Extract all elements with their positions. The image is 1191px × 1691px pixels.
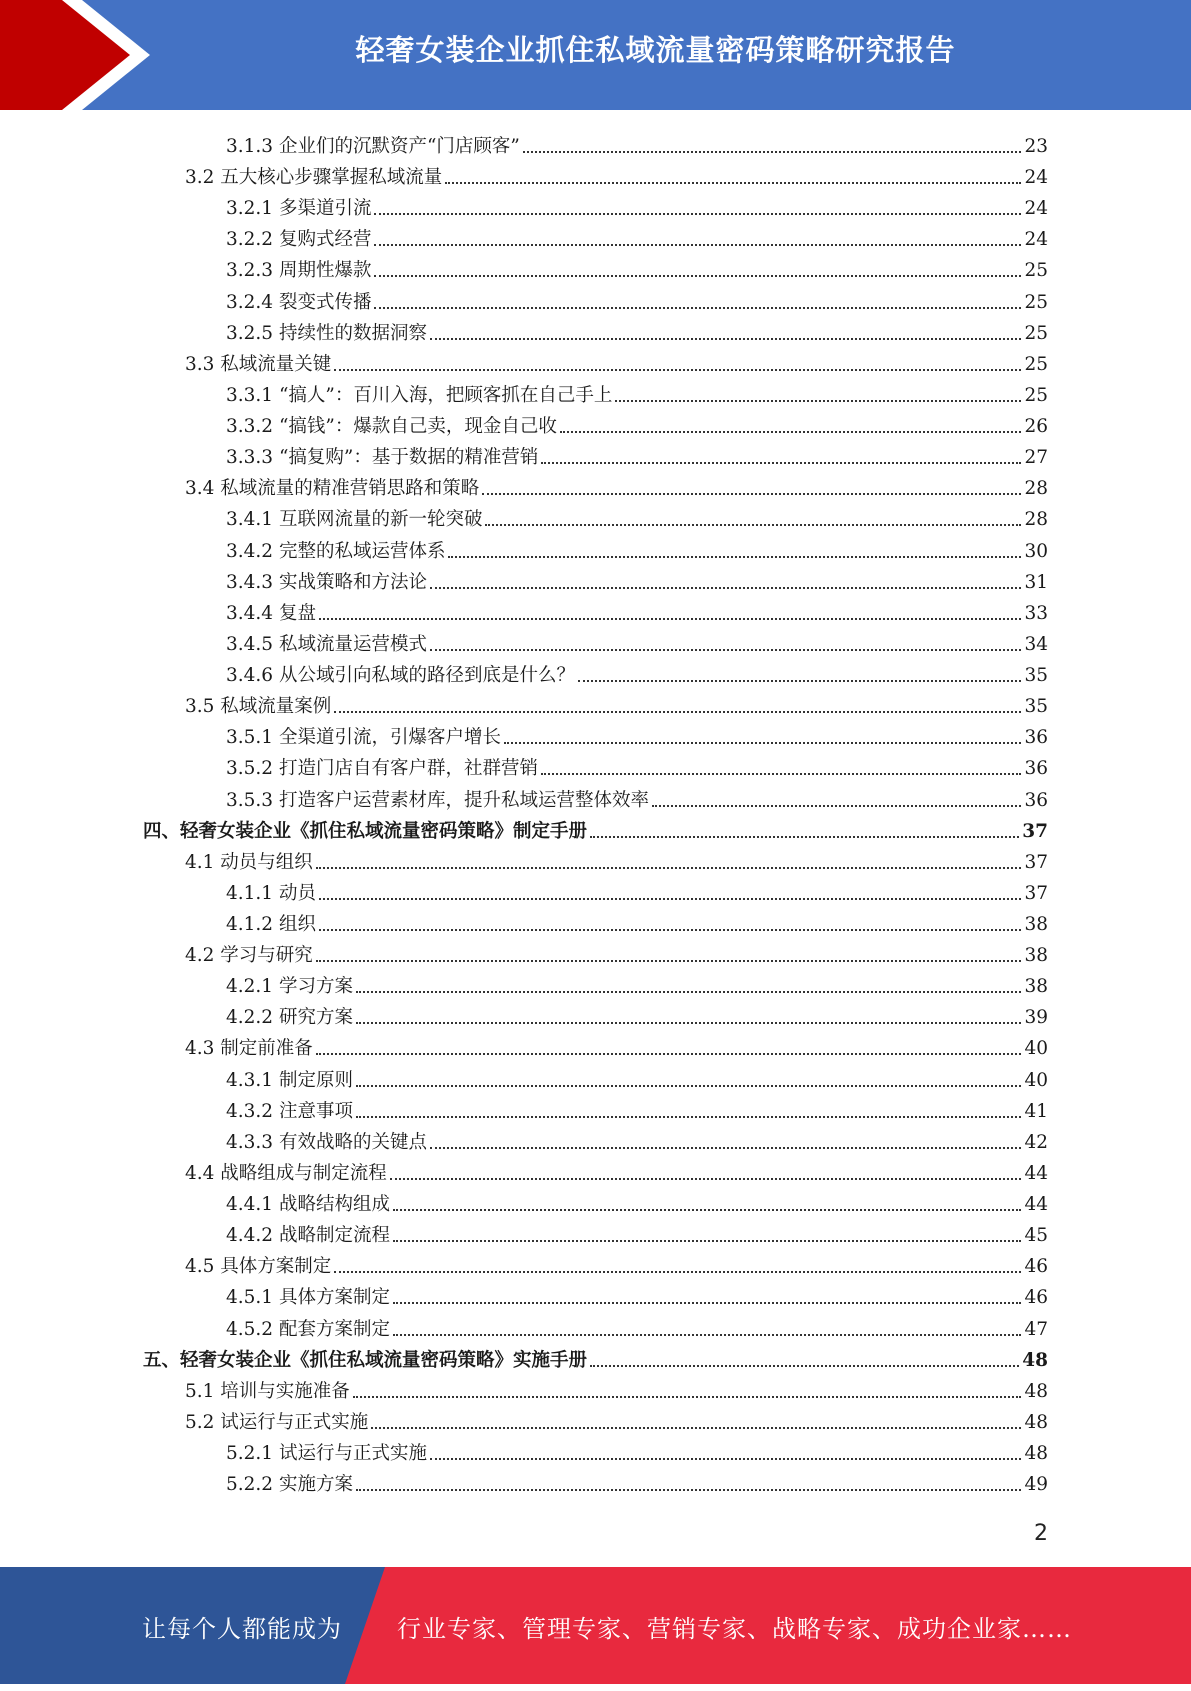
toc-dot-leader	[356, 1116, 1022, 1118]
toc-entry-label: 4.4.2 战略制定流程	[226, 1225, 390, 1247]
toc-entry[interactable]	[185, 1248, 1048, 1279]
toc-entry-label: 3.2.1 多渠道引流	[226, 198, 372, 220]
toc-entry-label: 3.4.1 互联网流量的新一轮突破	[226, 509, 483, 531]
toc-entry[interactable]	[185, 1030, 1048, 1061]
toc-dot-leader	[541, 773, 1021, 775]
toc-entry-label: 4.5 具体方案制定	[185, 1256, 332, 1278]
toc-entry[interactable]	[185, 688, 1048, 719]
toc-dot-leader	[430, 1458, 1021, 1460]
toc-entry-label: 4.3.1 制定原则	[226, 1069, 353, 1091]
toc-dot-leader	[353, 1396, 1022, 1398]
toc-entry[interactable]	[226, 657, 1048, 688]
toc-entry-label: 4.4 战略组成与制定流程	[185, 1162, 387, 1184]
toc-entry-page: 37	[1024, 882, 1048, 904]
toc-entry-label: 4.3.2 注意事项	[226, 1100, 353, 1122]
toc-entry-page: 49	[1024, 1474, 1048, 1496]
toc-dot-leader	[393, 1334, 1021, 1336]
toc-entry-page: 44	[1024, 1162, 1048, 1184]
toc-entry-page: 36	[1024, 789, 1048, 811]
toc-entry-label: 5.2 试运行与正式实施	[185, 1411, 369, 1433]
toc-entry-label: 3.5 私域流量案例	[185, 696, 332, 718]
toc-dot-leader	[430, 1147, 1021, 1149]
toc-entry-label: 4.1.1 动员	[226, 882, 316, 904]
toc-entry[interactable]	[226, 1186, 1048, 1217]
toc-entry[interactable]	[226, 439, 1048, 470]
toc-dot-leader	[393, 1302, 1021, 1304]
toc-entry-page: 46	[1024, 1256, 1048, 1278]
toc-entry[interactable]	[185, 470, 1048, 501]
toc-dot-leader	[541, 462, 1021, 464]
toc-dot-leader	[578, 680, 1021, 682]
toc-dot-leader	[560, 431, 1022, 433]
toc-entry[interactable]	[226, 1093, 1048, 1124]
toc-dot-leader	[390, 1178, 1022, 1180]
toc-entry-label: 3.2.4 裂变式传播	[226, 291, 372, 313]
toc-entry-label: 3.4.2 完整的私域运营体系	[226, 540, 446, 562]
toc-entry-page: 47	[1024, 1318, 1048, 1340]
toc-entry[interactable]	[226, 533, 1048, 564]
toc-entry[interactable]	[185, 1155, 1048, 1186]
toc-entry-label: 4.2.2 研究方案	[226, 1007, 353, 1029]
toc-entry-page: 25	[1024, 353, 1048, 375]
toc-dot-leader	[371, 1427, 1021, 1429]
toc-entry-page: 28	[1024, 509, 1048, 531]
toc-entry-label: 3.4.4 复盘	[226, 602, 316, 624]
toc-entry-page: 38	[1024, 976, 1048, 998]
report-title: 轻奢女装企业抓住私域流量密码策略研究报告	[355, 33, 956, 67]
toc-entry[interactable]	[226, 875, 1048, 906]
toc-entry[interactable]	[185, 844, 1048, 875]
toc-entry-label: 3.4.6 从公域引向私域的路径到底是什么？	[226, 665, 575, 687]
toc-dot-leader	[430, 587, 1021, 589]
toc-entry-label: 3.5.1 全渠道引流，引爆客户增长	[226, 727, 501, 749]
footer-slogan-left: 让每个人都能成为	[142, 1615, 342, 1643]
toc-dot-leader	[393, 1240, 1021, 1242]
toc-entry[interactable]	[226, 782, 1048, 813]
toc-entry[interactable]	[226, 1466, 1048, 1497]
toc-dot-leader	[316, 1053, 1022, 1055]
toc-entry-page: 46	[1024, 1287, 1048, 1309]
toc-dot-leader	[482, 493, 1021, 495]
page-number: 2	[1034, 1521, 1048, 1546]
toc-entry-page: 40	[1024, 1069, 1048, 1091]
toc-entry[interactable]	[185, 1373, 1048, 1404]
toc-dot-leader	[356, 991, 1022, 993]
toc-entry[interactable]	[226, 626, 1048, 657]
toc-dot-leader	[334, 369, 1021, 371]
toc-entry[interactable]	[185, 159, 1048, 190]
toc-entry-label: 3.3.3 “搞复购”：基于数据的精准营销	[226, 447, 539, 469]
toc-entry-page: 39	[1024, 1007, 1048, 1029]
toc-entry[interactable]	[226, 564, 1048, 595]
toc-entry-label: 3.5.3 打造客户运营素材库，提升私域运营整体效率	[226, 789, 649, 811]
toc-entry-page: 24	[1024, 198, 1048, 220]
toc-entry[interactable]	[226, 1435, 1048, 1466]
toc-dot-leader	[319, 929, 1022, 931]
toc-entry-page: 28	[1024, 478, 1048, 500]
toc-entry-label: 4.2 学习与研究	[185, 945, 313, 967]
toc-dot-leader	[374, 307, 1021, 309]
toc-entry[interactable]	[143, 1342, 1048, 1373]
toc-entry-page: 44	[1024, 1194, 1048, 1216]
toc-entry[interactable]	[226, 1062, 1048, 1093]
toc-entry[interactable]	[226, 1217, 1048, 1248]
toc-dot-leader	[652, 805, 1021, 807]
toc-entry-label: 5.2.1 试运行与正式实施	[226, 1443, 427, 1465]
toc-entry[interactable]	[226, 595, 1048, 626]
toc-entry[interactable]	[226, 221, 1048, 252]
toc-entry-label: 3.3.1 “搞人”：百川入海，把顾客抓在自己手上	[226, 384, 613, 406]
toc-entry-page: 35	[1024, 665, 1048, 687]
toc-dot-leader	[334, 711, 1021, 713]
toc-entry[interactable]	[185, 346, 1048, 377]
toc-dot-leader	[430, 338, 1021, 340]
toc-entry-page: 37	[1024, 851, 1048, 873]
toc-entry[interactable]	[226, 315, 1048, 346]
toc-entry-page: 36	[1024, 758, 1048, 780]
toc-entry-label: 3.2.5 持续性的数据洞察	[226, 322, 427, 344]
toc-entry-page: 25	[1024, 260, 1048, 282]
toc-entry-label: 4.2.1 学习方案	[226, 976, 353, 998]
toc-dot-leader	[615, 400, 1021, 402]
toc-entry-label: 4.1.2 组织	[226, 914, 316, 935]
toc-entry-page: 34	[1024, 633, 1048, 655]
toc-entry-page: 42	[1024, 1131, 1048, 1153]
toc-entry[interactable]	[226, 999, 1048, 1030]
toc-entry[interactable]	[226, 906, 1048, 937]
toc-dot-leader	[504, 742, 1021, 744]
toc-entry-label: 3.2.2 复购式经营	[226, 229, 372, 251]
toc-entry-page: 33	[1024, 602, 1048, 624]
toc-entry-label: 3.1.3 企业们的沉默资产“门店顾客”	[226, 136, 520, 157]
toc-entry-label: 五、轻奢女装企业《抓住私域流量密码策略》实施手册	[143, 1349, 588, 1371]
toc-entry-label: 四、轻奢女装企业《抓住私域流量密码策略》制定手册	[143, 820, 588, 842]
toc-dot-leader	[319, 618, 1022, 620]
toc-entry-page: 48	[1022, 1349, 1048, 1371]
toc-entry-label: 4.1 动员与组织	[185, 851, 313, 873]
toc-entry-page: 36	[1024, 727, 1048, 749]
toc-entry[interactable]	[226, 968, 1048, 999]
toc-entry-page: 23	[1024, 136, 1048, 157]
toc-dot-leader	[523, 151, 1022, 153]
toc-entry-label: 4.4.1 战略结构组成	[226, 1194, 390, 1216]
toc-entry-page: 40	[1024, 1038, 1048, 1060]
toc-entry-page: 38	[1024, 945, 1048, 967]
toc-entry-page: 24	[1024, 167, 1048, 189]
page-footer	[0, 1567, 1191, 1684]
toc-entry[interactable]	[226, 128, 1048, 159]
toc-entry-label: 3.4.5 私域流量运营模式	[226, 633, 427, 655]
toc-dot-leader	[590, 1365, 1019, 1367]
toc-entry-label: 3.5.2 打造门店自有客户群，社群营销	[226, 758, 538, 780]
toc-dot-leader	[356, 1085, 1022, 1087]
toc-entry[interactable]	[226, 252, 1048, 283]
toc-dot-leader	[319, 898, 1022, 900]
toc-entry-page: 37	[1022, 820, 1048, 842]
toc-entry[interactable]	[226, 190, 1048, 221]
toc-entry[interactable]	[226, 1311, 1048, 1342]
toc-entry-page: 26	[1024, 416, 1048, 438]
toc-dot-leader	[374, 275, 1021, 277]
toc-entry[interactable]	[185, 937, 1048, 968]
toc-entry-label: 3.3 私域流量关键	[185, 353, 332, 375]
toc-entry[interactable]	[226, 501, 1048, 532]
toc-entry-label: 3.4.3 实战策略和方法论	[226, 571, 427, 593]
toc-entry-page: 25	[1024, 291, 1048, 313]
toc-entry[interactable]	[143, 813, 1048, 844]
toc-entry[interactable]	[226, 719, 1048, 750]
toc-entry-label: 4.3 制定前准备	[185, 1038, 313, 1060]
toc-entry-page: 31	[1024, 571, 1048, 593]
toc-entry-label: 4.5.1 具体方案制定	[226, 1287, 390, 1309]
toc-entry-page: 48	[1024, 1380, 1048, 1402]
toc-entry-page: 41	[1024, 1100, 1048, 1122]
toc-entry-label: 5.2.2 实施方案	[226, 1474, 353, 1496]
toc-dot-leader	[316, 867, 1022, 869]
toc-entry-label: 3.4 私域流量的精准营销思路和策略	[185, 478, 480, 500]
toc-dot-leader	[445, 182, 1021, 184]
toc-entry-page: 45	[1024, 1225, 1048, 1247]
toc-dot-leader	[356, 1022, 1022, 1024]
toc-entry-page: 25	[1024, 322, 1048, 344]
toc-entry-label: 3.2.3 周期性爆款	[226, 260, 372, 282]
toc-entry[interactable]	[185, 1404, 1048, 1435]
toc-entry-label: 3.2 五大核心步骤掌握私域流量	[185, 167, 443, 189]
toc-entry-page: 24	[1024, 229, 1048, 251]
toc-entry-label: 4.5.2 配套方案制定	[226, 1318, 390, 1340]
toc-entry-page: 30	[1024, 540, 1048, 562]
toc-dot-leader	[430, 649, 1021, 651]
toc-entry[interactable]	[226, 750, 1048, 781]
toc-entry-page: 38	[1024, 914, 1048, 935]
toc-entry-page: 48	[1024, 1411, 1048, 1433]
footer-slogan-right: 行业专家、管理专家、营销专家、战略专家、成功企业家……	[397, 1615, 1072, 1643]
toc-entry[interactable]	[226, 408, 1048, 439]
page-header	[0, 0, 1191, 110]
toc-entry-page: 27	[1024, 447, 1048, 469]
toc-dot-leader	[374, 244, 1021, 246]
toc-dot-leader	[316, 960, 1022, 962]
toc-dot-leader	[374, 213, 1021, 215]
toc-dot-leader	[485, 524, 1021, 526]
toc-dot-leader	[334, 1271, 1021, 1273]
toc-entry-page: 25	[1024, 384, 1048, 406]
toc-entry-page: 48	[1024, 1443, 1048, 1465]
toc-entry-page: 35	[1024, 696, 1048, 718]
toc-entry[interactable]	[226, 1279, 1048, 1310]
toc-dot-leader	[590, 836, 1019, 838]
toc-dot-leader	[448, 556, 1021, 558]
toc-entry[interactable]	[226, 284, 1048, 315]
toc-entry[interactable]	[226, 377, 1048, 408]
toc-entry-label: 4.3.3 有效战略的关键点	[226, 1131, 427, 1153]
toc-entry-label: 5.1 培训与实施准备	[185, 1380, 350, 1402]
toc-dot-leader	[393, 1209, 1021, 1211]
toc-entry-label: 3.3.2 “搞钱”：爆款自己卖，现金自己收	[226, 416, 557, 438]
toc-entry[interactable]	[226, 1124, 1048, 1155]
toc-dot-leader	[356, 1489, 1022, 1491]
